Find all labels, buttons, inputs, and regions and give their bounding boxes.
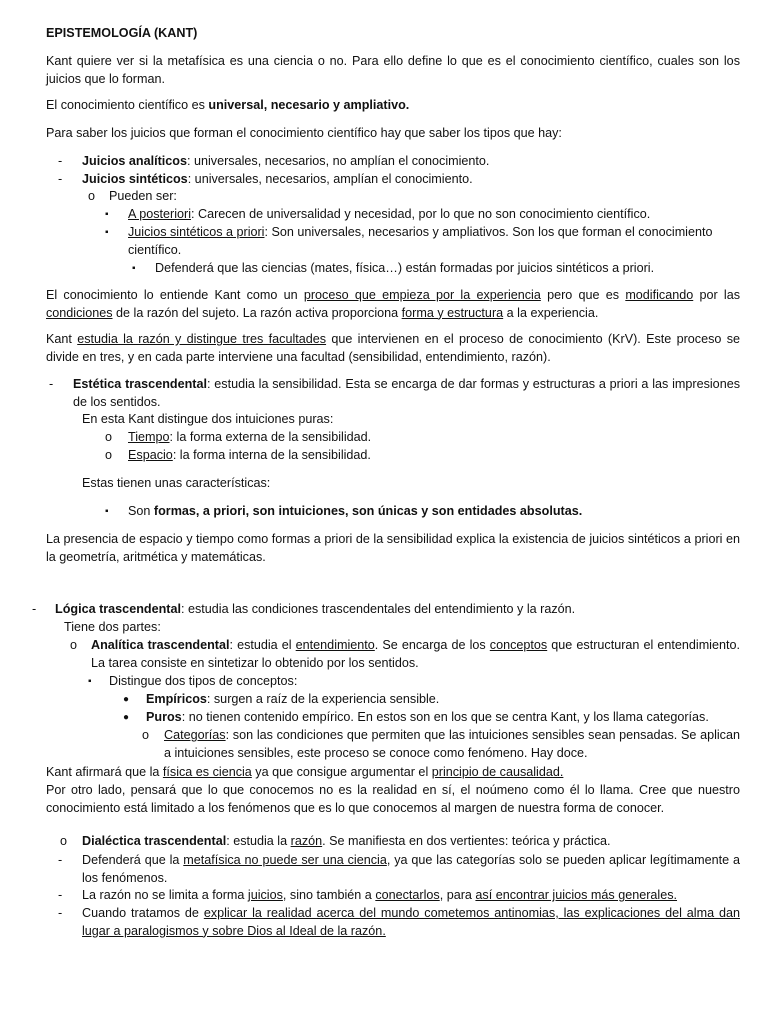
analiticos-label: Juicios analíticos: [82, 154, 187, 168]
razon-item: [82, 887, 677, 905]
text-span: El conocimiento lo entiende Kant como un: [46, 288, 304, 302]
text-span: ya que consigue argumentar el: [251, 765, 432, 779]
tiempo-text: : la forma externa de la sensibilidad.: [169, 430, 372, 444]
underlined-span: entendimiento: [295, 638, 375, 652]
text-span: : estudia el: [229, 638, 296, 652]
puros-item: [146, 709, 709, 727]
dot-bullet: ●: [123, 694, 130, 705]
espacio-item: [128, 447, 371, 465]
logica-label: Lógica trascendental: [55, 602, 181, 616]
noumeno-paragraph: Por otro lado, pensará que lo que conocemos no es la realidad en sí, el noúmeno como él lo llama. Cree que nuestro conocimiento está limitado a los fenómenos que es lo que conocemos al margen de nuestra forma de conocer.: [46, 783, 740, 815]
intro-paragraph: Kant quiere ver si la metafísica es una ciencia o no. Para ello define lo que es el conocimiento científico, cuales son los juicios que lo forman.: [46, 54, 740, 86]
text-span: , para: [439, 888, 476, 902]
square-bullet: ▪: [88, 676, 92, 687]
espacio-text: : la forma interna de la sensibilidad.: [172, 448, 371, 462]
dos-tipos: Distingue dos tipos de conceptos:: [109, 674, 298, 688]
categorias-item: [164, 727, 740, 762]
underlined-span: proceso que empieza por la experiencia: [303, 288, 541, 302]
dash-bullet: -: [58, 888, 63, 902]
analitica-label: Analítica trascendental: [91, 638, 230, 652]
logica-item: [55, 601, 575, 619]
circle-bullet: o: [105, 448, 113, 462]
empiricos-label: Empíricos: [146, 692, 207, 706]
fisica-paragraph: [46, 764, 563, 782]
estetica-label: Estética trascendental: [73, 377, 207, 391]
text-span: por las: [693, 288, 740, 302]
underlined-span: juicios: [247, 888, 283, 902]
text-span: de la razón del sujeto. La razón activa proporciona: [112, 305, 402, 320]
text-span: que estructuran el entendimiento. La tarea consiste en sintetizar lo obtenido por los sentidos.: [91, 638, 740, 670]
circle-bullet: o: [105, 430, 113, 444]
dialectica-item: [82, 833, 611, 851]
text-span: pero que es: [540, 288, 626, 302]
empiricos-item: [146, 691, 439, 709]
dot-bullet: ●: [123, 712, 130, 723]
sinteticos-a-priori-item: [128, 224, 740, 259]
document-title: EPISTEMOLOGÍA (KANT): [46, 26, 198, 40]
sinteticos-a-priori-label: Juicios sintéticos a priori: [128, 225, 265, 239]
sinteticos-item: [82, 171, 473, 189]
text-span: . Se encarga de los: [374, 638, 490, 652]
text-span: Cuando tratamos de: [82, 906, 204, 920]
sinteticos-label: Juicios sintéticos: [82, 172, 188, 186]
text-span: . Se manifiesta en dos vertientes: teórica y práctica.: [322, 834, 611, 848]
text-span: Defenderá que la: [82, 853, 184, 867]
estetica-item: [73, 376, 740, 411]
text-span: La razón no se limita a forma: [82, 888, 248, 902]
underlined-span: conectarlos: [375, 888, 440, 902]
a-posteriori-label: A posteriori: [128, 207, 191, 221]
defendera-ciencias: Defenderá que las ciencias (mates, física…) están formadas por juicios sintéticos a priori.: [155, 261, 655, 275]
underlined-span: principio de causalidad.: [431, 765, 564, 779]
puros-text: : no tienen contenido empírico. En estos son en los que se centra Kant, y los llama categorías.: [181, 710, 709, 724]
square-bullet: ▪: [105, 209, 109, 220]
son-item: [128, 503, 582, 521]
sinteticos-a-priori-text: : Son universales, necesarios y ampliativos. Son los que forman el conocimiento científico.: [128, 225, 713, 257]
estetica-text: : estudia la sensibilidad. Esta se encarga de dar formas y estructuras a priori a las impresiones de los sentidos.: [73, 377, 740, 409]
text-span: Kant afirmará que la: [46, 765, 163, 779]
text-span: a la experiencia.: [503, 305, 599, 320]
types-intro: Para saber los juicios que forman el conocimiento científico hay que saber los tipos que hay:: [46, 126, 562, 140]
dash-bullet: -: [58, 154, 63, 168]
dos-partes: Tiene dos partes:: [64, 620, 161, 634]
logica-text: : estudia las condiciones trascendentales del entendimiento y la razón.: [180, 602, 576, 616]
definition-text: El conocimiento científico es: [46, 98, 209, 112]
definition-bold: universal, necesario y ampliativo.: [208, 98, 410, 112]
sinteticos-text: : universales, necesarios, amplían el conocimiento.: [187, 172, 473, 186]
underlined-span: estudia la razón y distingue tres facultades: [77, 332, 327, 346]
categorias-label: Categorías: [164, 728, 226, 742]
circle-bullet: o: [88, 189, 96, 203]
a-posteriori-item: [128, 206, 650, 224]
son-bold: formas, a priori, son intuiciones, son únicas y son entidades absolutas.: [153, 504, 583, 518]
definition-paragraph: [46, 97, 409, 115]
underlined-span: explicar la realidad acerca del mundo cometemos antinomias, las explicaciones del alma dan lugar a paralogismos y sobre Dios al Ideal de la razón.: [82, 906, 740, 938]
antinomias-item: [82, 905, 740, 940]
underlined-span: modificando: [625, 288, 694, 302]
text-span: , ya que las categorías solo se pueden aplicar legítimamente a los fenómenos.: [82, 853, 741, 885]
text-span: Kant: [46, 332, 78, 346]
dash-bullet: -: [49, 377, 54, 391]
circle-bullet: o: [70, 638, 78, 652]
square-bullet: ▪: [105, 227, 109, 238]
empiricos-text: : surgen a raíz de la experiencia sensible.: [206, 692, 440, 706]
underlined-span: condiciones: [46, 305, 113, 320]
dash-bullet: -: [32, 602, 37, 616]
underlined-span: metafísica no puede ser una ciencia: [183, 853, 387, 867]
circle-bullet: o: [142, 728, 150, 742]
presencia-paragraph: La presencia de espacio y tiempo como formas a priori de la sensibilidad explica la existencia de juicios sintéticos a priori en la geometría, aritmética y matemáticas.: [46, 532, 740, 564]
pueden-ser: Pueden ser:: [109, 189, 177, 203]
a-posteriori-text: : Carecen de universalidad y necesidad, por lo que no son conocimiento científico.: [191, 207, 651, 221]
analitica-item: [91, 637, 740, 672]
dash-bullet: -: [58, 172, 63, 186]
facultades-paragraph: [46, 331, 740, 366]
underlined-span: forma y estructura: [401, 305, 504, 320]
metafisica-item: [82, 852, 740, 887]
intuiciones-puras: En esta Kant distingue dos intuiciones puras:: [82, 412, 334, 426]
experiencia-paragraph: [46, 287, 740, 322]
underlined-span: conceptos: [489, 638, 548, 652]
text-span: , sino también a: [282, 888, 376, 902]
underlined-span: razón: [290, 834, 323, 848]
underlined-span: física es ciencia: [162, 765, 252, 779]
espacio-label: Espacio: [128, 448, 173, 462]
underlined-span: así encontrar juicios más generales.: [475, 888, 678, 902]
dialectica-label: Dialéctica trascendental: [82, 834, 227, 848]
son-text: Son: [128, 504, 154, 518]
categorias-text: : son las condiciones que permiten que las intuiciones sensibles sean pensadas. Se aplican a intuiciones sensibles, este proceso se conoce como fenómeno. Hay doce.: [164, 728, 740, 760]
analiticos-text: : universales, necesarios, no amplían el conocimiento.: [187, 154, 490, 168]
square-bullet: ▪: [132, 263, 136, 274]
puros-label: Puros: [146, 710, 182, 724]
square-bullet: ▪: [105, 506, 109, 517]
dash-bullet: -: [58, 906, 63, 920]
circle-bullet: o: [60, 834, 68, 848]
tiempo-label: Tiempo: [128, 430, 170, 444]
dash-bullet: -: [58, 853, 63, 867]
text-span: que intervienen en el proceso de conocimiento (KrV). Este proceso se divide en tres, y en cada parte interviene una facultad (sensibilidad, entendimiento, razón).: [46, 332, 741, 364]
caracteristicas: Estas tienen unas características:: [82, 476, 271, 490]
analiticos-item: [82, 153, 489, 171]
tiempo-item: [128, 429, 371, 447]
text-span: : estudia la: [226, 834, 291, 848]
